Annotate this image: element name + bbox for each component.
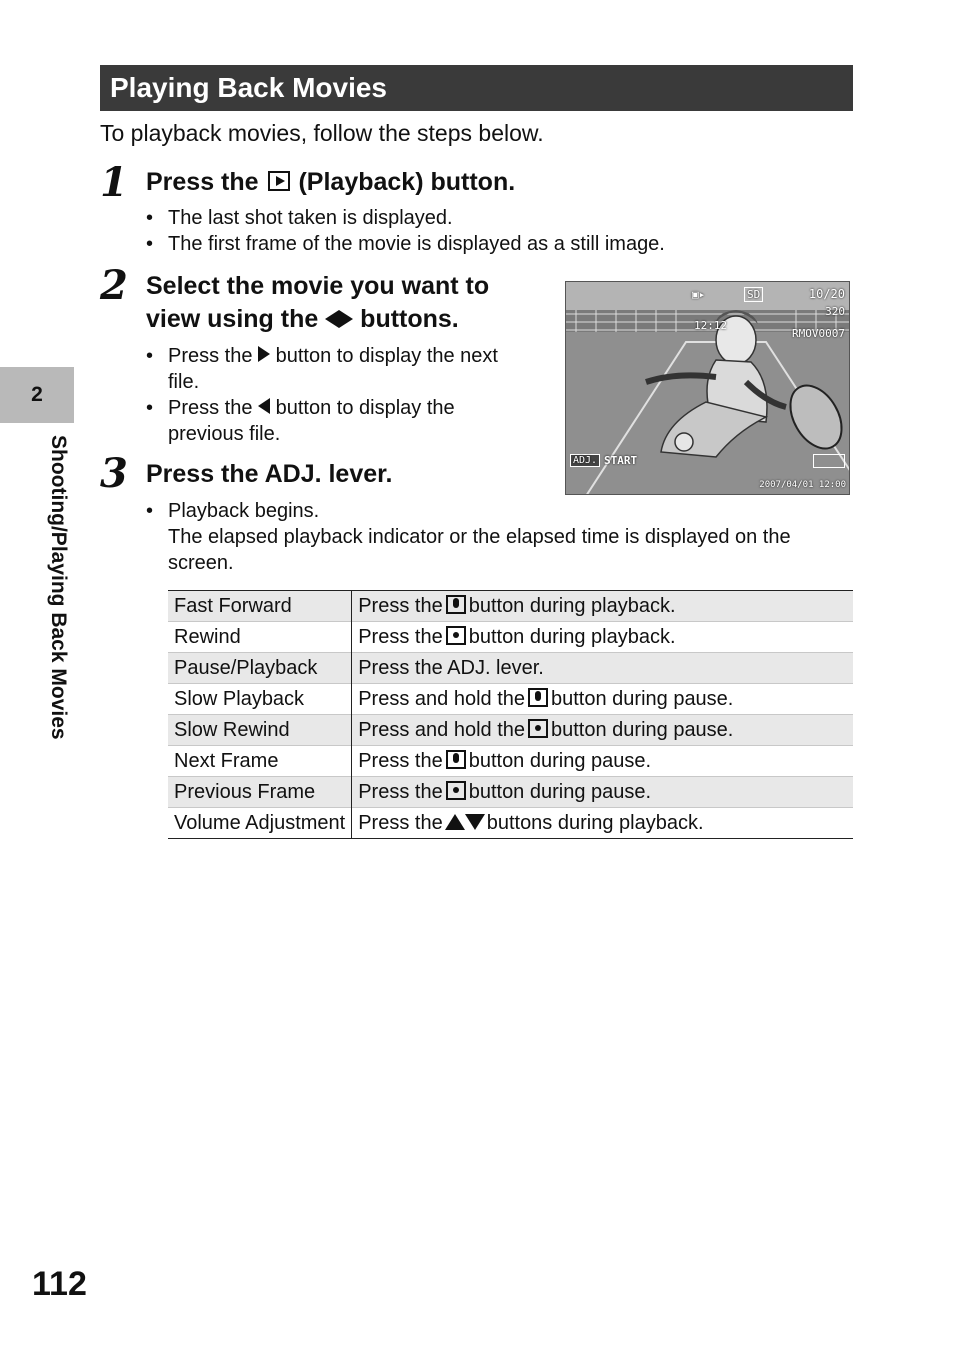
right-arrow-icon <box>258 346 270 362</box>
chapter-tab: 2 <box>0 367 74 423</box>
quality-badge: SD <box>744 287 763 302</box>
file-name: RMOV0007 <box>792 327 845 340</box>
section-title: Playing Back Movies <box>100 65 853 111</box>
camera-screen-illustration <box>565 281 850 495</box>
step-2-bullets <box>146 343 498 447</box>
list-item: • Press the button to display the next file. <box>146 343 498 395</box>
page-number: 112 <box>32 1265 87 1303</box>
table-row <box>168 622 853 653</box>
list-item: • Press the button to display the previous file. <box>146 395 498 447</box>
telephoto-icon <box>446 595 466 614</box>
playback-icon <box>268 171 290 191</box>
table-row <box>168 746 853 777</box>
step-3-note: The elapsed playback indicator or the elapsed time is displayed on the screen. <box>168 526 791 574</box>
step-3-title: Press the ADJ. lever. <box>146 460 393 488</box>
operation-name: Fast Forward <box>168 591 352 622</box>
battery-icon <box>813 454 845 468</box>
step-1-bullets <box>146 205 665 257</box>
operation-description: Press the button during playback. <box>352 591 853 622</box>
down-arrow-icon <box>465 814 485 830</box>
operation-name: Pause/Playback <box>168 653 352 684</box>
table-row <box>168 777 853 808</box>
operation-description: Press the button during pause. <box>352 777 853 808</box>
start-label: START <box>604 454 638 467</box>
telephoto-icon <box>446 750 466 769</box>
chapter-title: Shooting/Playing Back Movies <box>47 435 70 740</box>
frame-counter: 10/20 <box>808 287 845 301</box>
table-row <box>168 808 853 839</box>
operation-name: Slow Rewind <box>168 715 352 746</box>
operation-description: Press and hold the button during pause. <box>352 684 853 715</box>
image-size: 320 <box>825 305 845 318</box>
operation-name: Previous Frame <box>168 777 352 808</box>
left-arrow-icon <box>258 398 270 414</box>
right-arrow-icon <box>339 310 353 328</box>
operation-description: Press the buttons during playback. <box>352 808 853 839</box>
table-row <box>168 653 853 684</box>
movie-icon: ▣▸ <box>692 288 706 301</box>
list-item: • The first frame of the movie is displayed as a still image. <box>146 231 665 257</box>
table-row <box>168 684 853 715</box>
step-3-bullets <box>146 498 319 524</box>
wide-angle-icon <box>446 626 466 645</box>
operation-description: Press the button during pause. <box>352 746 853 777</box>
operation-description: Press the ADJ. lever. <box>352 653 853 684</box>
table-row <box>168 715 853 746</box>
intro-text: To playback movies, follow the steps below. <box>100 120 544 146</box>
wide-angle-icon <box>528 719 548 738</box>
operation-description: Press and hold the button during pause. <box>352 715 853 746</box>
step-2-number: 2 <box>100 262 128 309</box>
telephoto-icon <box>528 688 548 707</box>
left-arrow-icon <box>325 310 339 328</box>
step-3-number: 3 <box>100 450 128 497</box>
operation-name: Volume Adjustment <box>168 808 352 839</box>
list-item: • The last shot taken is displayed. <box>146 205 665 231</box>
step-1-title: Press the (Playback) button. <box>146 168 516 196</box>
operation-name: Next Frame <box>168 746 352 777</box>
wide-angle-icon <box>446 781 466 800</box>
step-1-number: 1 <box>100 159 128 206</box>
operation-name: Rewind <box>168 622 352 653</box>
date-stamp: 2007/04/01 12:00 <box>759 480 846 490</box>
table-row <box>168 591 853 622</box>
recording-time: 12:12 <box>694 319 728 332</box>
adj-badge: ADJ. <box>570 454 600 467</box>
playback-operations-table <box>168 590 853 839</box>
up-arrow-icon <box>445 814 465 830</box>
step-2-title: Select the movie you want to view using the buttons. <box>146 272 490 333</box>
operation-description: Press the button during playback. <box>352 622 853 653</box>
operation-name: Slow Playback <box>168 684 352 715</box>
list-item: • Playback begins. <box>146 498 319 524</box>
